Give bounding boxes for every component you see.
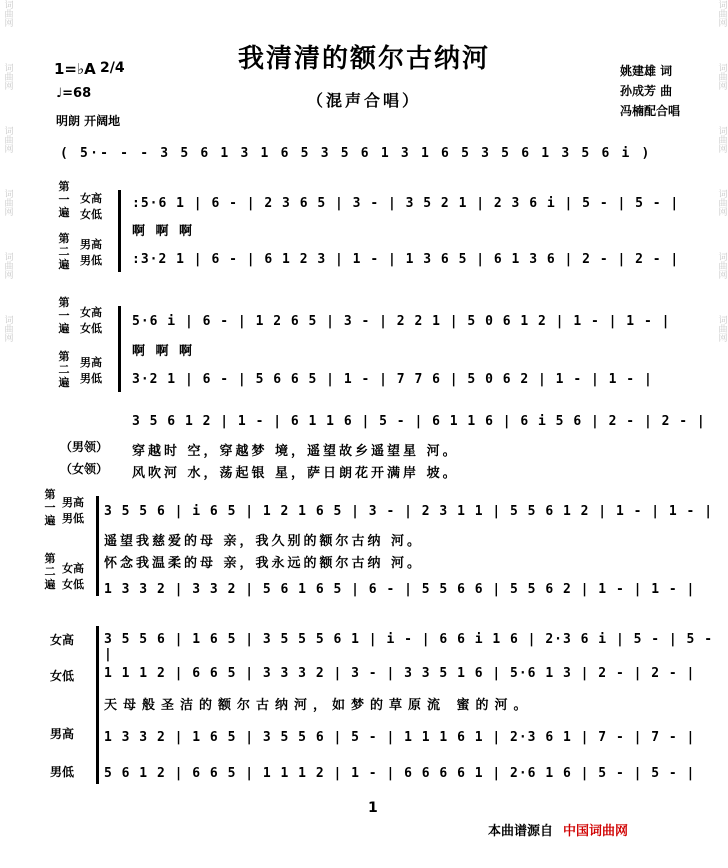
system1-lower-notes: :3·2 1 | 6 - | 6 1 2 3 | 1 - | 1 3 6 5 | 6 1 3 6 | 2 - | 2 - | (132, 252, 680, 267)
footer-text: 本曲谱源自 (488, 824, 554, 839)
intro-notes: ( 5·- - - 3 5 6 1 3 1 6 5 3 5 6 1 3 1 6 5 3 5 6 1 3 5 6 i ) (60, 146, 652, 161)
label-women-low-sys1: 女低 (80, 208, 102, 221)
system5-alto-notes: 1 1 1 2 | 6 6 5 | 3 3 3 2 | 3 - | 3 3 5 1 6 | 5·6 1 3 | 2 - | 2 - | (104, 666, 696, 681)
system4-brace (96, 496, 99, 596)
expression-mark: 明朗 开阔地 (56, 114, 121, 128)
system5-bass-notes: 5 6 1 2 | 6 6 5 | 1 1 1 2 | 1 - | 6 6 6 6 1 | 2·6 1 6 | 5 - | 5 - | (104, 766, 696, 781)
label-soprano-sys5: 女高 (50, 633, 75, 647)
label-men-high-sys1: 男高 (80, 238, 102, 251)
watermark-text: 词曲网 (2, 189, 13, 216)
label-women-high-sys1: 女高 (80, 192, 102, 205)
system5-brace (96, 626, 99, 784)
watermark-text: 词曲网 (2, 0, 13, 27)
song-title: 我清清的额尔古纳河 (237, 44, 490, 74)
watermark-text: 词曲网 (716, 126, 727, 153)
credit-lyricist: 姚建雄 词 (620, 64, 673, 78)
label-men-low-sys2: 男低 (80, 372, 102, 385)
watermark-text: 词曲网 (2, 315, 13, 342)
system5-soprano-notes: 3 5 5 6 | 1 6 5 | 3 5 5 5 6 1 | i - | 6 6 i 1 6 | 2·3 6 i | 5 - | 5 - | (104, 632, 714, 662)
label-men-low-sys4: 男低 (62, 512, 84, 525)
label-female-lead: （女领） (60, 462, 109, 476)
system5-lyric: 天母般圣洁的额尔古纳河，如梦的草原流 蜜的河。 (104, 698, 533, 713)
system1-brace (118, 190, 121, 272)
key-signature: 1=♭A (54, 60, 96, 78)
tempo-mark: ♩=68 (56, 86, 92, 101)
system4-lower-notes: 1 3 3 2 | 3 3 2 | 5 6 1 6 5 | 6 - | 5 5 6 6 | 5 5 6 2 | 1 - | 1 - | (104, 582, 696, 597)
part2-label-sys2: 第二遍 (58, 350, 70, 389)
right-watermark-strip (714, 0, 728, 868)
footer-brand-link[interactable]: 中国词曲网 (563, 824, 629, 839)
system1-lyric: 啊 啊 啊 (132, 224, 196, 239)
system1-upper-notes: :5·6 1 | 6 - | 2 3 6 5 | 3 - | 3 5 2 1 | 2 3 6 i | 5 - | 5 - | (132, 196, 680, 211)
system4-lyric-verse1: 遥望我慈爱的母 亲，我久别的额尔古纳 河。 (104, 534, 424, 549)
label-alto-sys5: 女低 (50, 669, 75, 683)
label-bass-sys5: 男低 (50, 765, 75, 779)
system2-brace (118, 306, 121, 392)
label-tenor-sys5: 男高 (50, 727, 75, 741)
label-men-high-sys2: 男高 (80, 356, 102, 369)
system3-lyric-verse2: 风吹河 水，荡起银 星，萨日朗花开满岸 坡。 (132, 466, 459, 481)
system5-tenor-notes: 1 3 3 2 | 1 6 5 | 3 5 5 6 | 5 - | 1 1 1 6 1 | 2·3 6 1 | 7 - | 7 - | (104, 730, 696, 745)
label-men-high-sys4: 男高 (62, 496, 84, 509)
watermark-text: 词曲网 (716, 252, 727, 279)
label-women-low-sys4: 女低 (62, 578, 84, 591)
credit-composer: 孙成芳 曲 (620, 84, 673, 98)
part1-label-sys4: 第一遍 (44, 488, 56, 527)
label-women-low-sys2: 女低 (80, 322, 102, 335)
system2-upper-notes: 5·6 i | 6 - | 1 2 6 5 | 3 - | 2 2 1 | 5 0 6 1 2 | 1 - | 1 - | (132, 314, 671, 329)
part2-label-sys4: 第二遍 (44, 552, 56, 591)
watermark-text: 词曲网 (716, 315, 727, 342)
system3-lyric-verse1: 穿越时 空，穿越梦 境，遥望故乡遥望星 河。 (132, 444, 459, 459)
footer-source (488, 820, 628, 839)
watermark-text: 词曲网 (2, 63, 13, 90)
system3-notes: 3 5 6 1 2 | 1 - | 6 1 1 6 | 5 - | 6 1 1 6 | 6 i 5 6 | 2 - | 2 - | (132, 414, 706, 429)
label-women-high-sys2: 女高 (80, 306, 102, 319)
credit-arranger: 冯楠配合唱 (620, 104, 681, 118)
watermark-text: 词曲网 (716, 63, 727, 90)
system2-lower-notes: 3·2 1 | 6 - | 5 6 6 5 | 1 - | 7 7 6 | 5 0 6 2 | 1 - | 1 - | (132, 372, 653, 387)
watermark-text: 词曲网 (716, 0, 727, 27)
system2-lyric: 啊 啊 啊 (132, 344, 196, 359)
part1-label-sys2: 第一遍 (58, 296, 70, 335)
part1-label-sys1: 第一遍 (58, 180, 70, 219)
label-men-low-sys1: 男低 (80, 254, 102, 267)
label-male-lead: （男领） (60, 440, 109, 454)
watermark-text: 词曲网 (2, 252, 13, 279)
left-watermark-strip (0, 0, 14, 868)
time-signature: 2/4 (100, 60, 125, 76)
watermark-text: 词曲网 (716, 189, 727, 216)
page-number: 1 (368, 800, 378, 816)
label-women-high-sys4: 女高 (62, 562, 84, 575)
part2-label-sys1: 第二遍 (58, 232, 70, 271)
song-subtitle: （混声合唱） (306, 91, 421, 110)
system4-upper-notes: 3 5 5 6 | i 6 5 | 1 2 1 6 5 | 3 - | 2 3 1 1 | 5 5 6 1 2 | 1 - | 1 - | (104, 504, 714, 519)
watermark-text: 词曲网 (2, 126, 13, 153)
system4-lyric-verse2: 怀念我温柔的母 亲，我永远的额尔古纳 河。 (104, 556, 424, 571)
